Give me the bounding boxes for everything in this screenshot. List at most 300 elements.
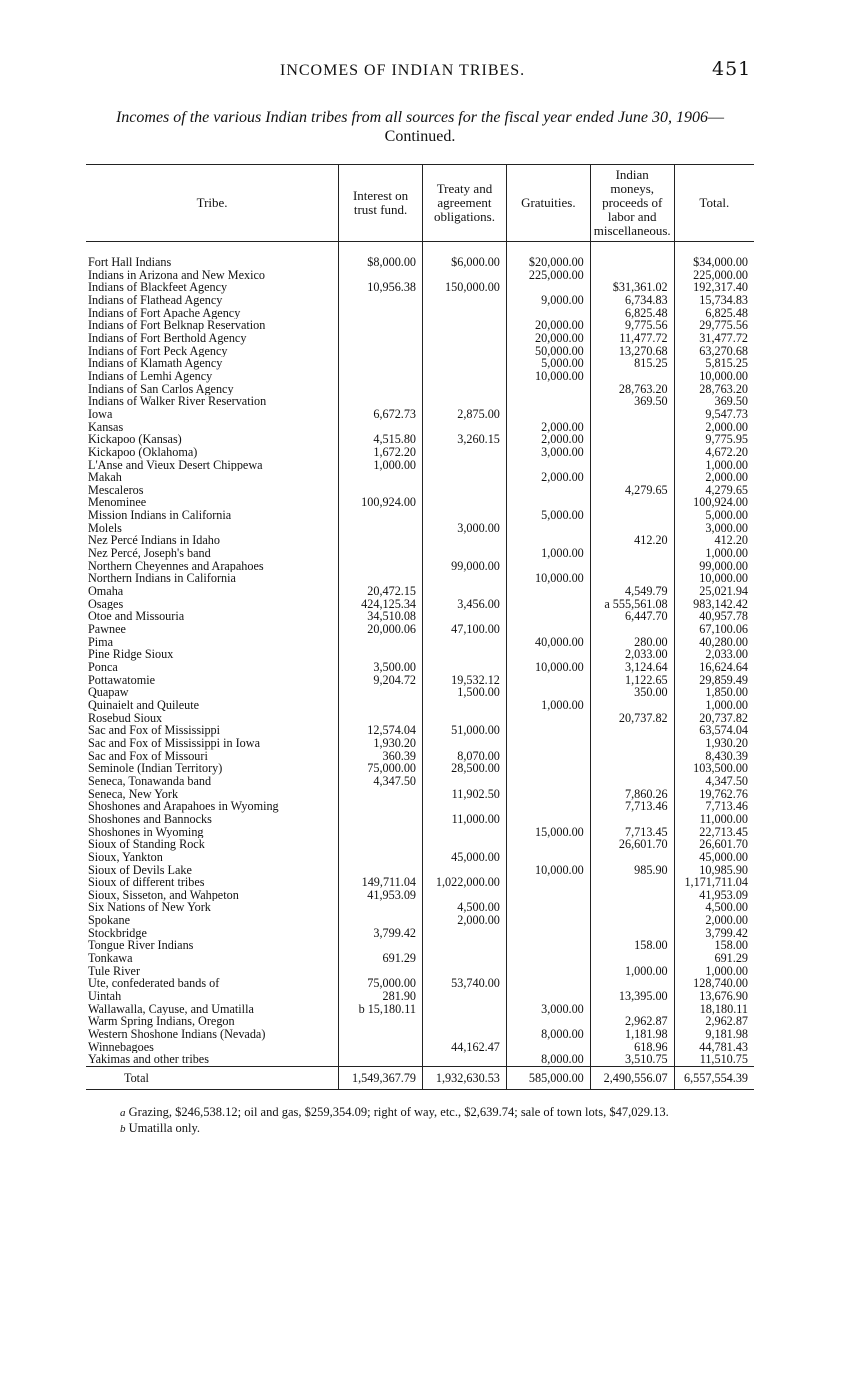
treaty-cell	[423, 319, 507, 332]
tribe-cell: Iowa	[88, 407, 113, 421]
gratuities-cell	[506, 939, 590, 952]
interest-cell	[339, 547, 423, 560]
total-cell: 8,430.39	[674, 750, 754, 763]
indian-moneys-cell: 7,860.26	[590, 788, 674, 801]
interest-cell	[339, 800, 423, 813]
interest-cell: 20,000.06	[339, 623, 423, 636]
gratuities-cell: 1,000.00	[506, 699, 590, 712]
tribe-cell: Pottawatomie	[88, 673, 156, 687]
tribe-cell: Osages	[88, 597, 124, 611]
indian-moneys-cell: 618.96	[590, 1041, 674, 1054]
treaty-cell	[423, 585, 507, 598]
tribe-cell: Indians of Fort Apache Agency	[88, 306, 241, 320]
table-row	[86, 421, 754, 434]
treaty-cell	[423, 294, 507, 307]
gratuities-cell: 10,000.00	[506, 572, 590, 585]
treaty-cell	[423, 636, 507, 649]
total-cell: 9,775.95	[674, 433, 754, 446]
indian-moneys-cell: 13,395.00	[590, 990, 674, 1003]
table-row	[86, 370, 754, 383]
total-cell: 18,180.11	[674, 1003, 754, 1016]
tribe-cell: Sioux, Yankton	[88, 850, 163, 864]
footnote-mark: a	[120, 1107, 126, 1119]
col-header-indian-moneys: Indian moneys, proceeds of labor and miscellaneous.	[590, 165, 674, 242]
total-cell: 5,815.25	[674, 357, 754, 370]
total-cell: 1,171,711.04	[674, 876, 754, 889]
treaty-cell: 8,070.00	[423, 750, 507, 763]
gratuities-cell	[506, 674, 590, 687]
indian-moneys-cell	[590, 408, 674, 421]
gratuities-cell	[506, 686, 590, 699]
tribe-cell: Yakimas and other tribes	[88, 1053, 209, 1067]
tribe-cell: Seneca, Tonawanda band	[88, 774, 212, 788]
interest-cell: b 15,180.11	[339, 1003, 423, 1016]
indian-moneys-cell: 158.00	[590, 939, 674, 952]
gratuities-cell: 3,000.00	[506, 1003, 590, 1016]
tribe-cell: Winnebagoes	[88, 1040, 154, 1054]
interest-cell: 281.90	[339, 990, 423, 1003]
table-row	[86, 1028, 754, 1041]
table-row	[86, 901, 754, 914]
tribe-cell: Indians of Klamath Agency	[88, 357, 223, 370]
footnote-a	[120, 1105, 669, 1121]
indian-moneys-cell: 13,270.68	[590, 345, 674, 358]
treaty-cell	[423, 990, 507, 1003]
gratuities-cell	[506, 522, 590, 535]
tribe-cell: Seneca, New York	[88, 787, 179, 801]
interest-cell: 12,574.04	[339, 724, 423, 737]
table-row	[86, 826, 754, 839]
interest-cell	[339, 370, 423, 383]
total-cell: 1,000.00	[674, 459, 754, 472]
tribe-cell: Sac and Fox of Mississippi in Iowa	[88, 736, 260, 750]
gratuities-cell: 10,000.00	[506, 370, 590, 383]
interest-cell: 360.39	[339, 750, 423, 763]
total-cell: 26,601.70	[674, 838, 754, 851]
treaty-cell: 3,456.00	[423, 598, 507, 611]
treaty-cell: 99,000.00	[423, 560, 507, 573]
tribe-cell: Molels	[88, 521, 122, 535]
total-indian-moneys-cell: 2,490,556.07	[590, 1067, 674, 1090]
table-row	[86, 269, 754, 282]
tribe-cell: Makah	[88, 471, 122, 484]
tribe-cell: Tonkawa	[88, 952, 133, 965]
gratuities-cell	[506, 889, 590, 902]
tribe-cell: Fort Hall Indians	[88, 255, 172, 269]
treaty-cell	[423, 939, 507, 952]
total-cell: 4,347.50	[674, 775, 754, 788]
interest-cell	[339, 838, 423, 851]
interest-cell: 75,000.00	[339, 977, 423, 990]
treaty-cell	[423, 547, 507, 560]
tribe-cell: Indians of Fort Belknap Reservation	[88, 319, 266, 332]
treaty-cell: 3,260.15	[423, 433, 507, 446]
interest-cell: 4,515.80	[339, 433, 423, 446]
interest-cell	[339, 1053, 423, 1066]
gratuities-cell	[506, 788, 590, 801]
treaty-cell	[423, 307, 507, 320]
table-row	[86, 484, 754, 497]
interest-cell	[339, 901, 423, 914]
interest-cell	[339, 1015, 423, 1028]
indian-moneys-cell	[590, 433, 674, 446]
interest-cell: 1,930.20	[339, 737, 423, 750]
indian-moneys-cell: 11,477.72	[590, 332, 674, 345]
total-cell: 2,000.00	[674, 471, 754, 484]
total-cell: 3,000.00	[674, 522, 754, 535]
indian-moneys-cell: 2,962.87	[590, 1015, 674, 1028]
tribe-cell: Wallawalla, Cayuse, and Umatilla	[88, 1002, 254, 1016]
treaty-cell: 53,740.00	[423, 977, 507, 990]
tribe-cell: Ute, confederated bands of	[88, 977, 220, 991]
indian-moneys-cell: 985.90	[590, 864, 674, 877]
total-cell: 369.50	[674, 395, 754, 408]
interest-cell	[339, 965, 423, 978]
tribe-cell: Menominee	[88, 496, 147, 510]
gratuities-cell	[506, 838, 590, 851]
tribe-cell: Mission Indians in California	[88, 509, 232, 522]
table-row	[86, 914, 754, 927]
gratuities-cell	[506, 813, 590, 826]
indian-moneys-cell	[590, 522, 674, 535]
treaty-cell	[423, 712, 507, 725]
indian-moneys-cell: 815.25	[590, 357, 674, 370]
table-row	[86, 851, 754, 864]
interest-cell	[339, 294, 423, 307]
tribe-cell: Tule River	[88, 964, 141, 978]
income-table	[86, 164, 754, 1090]
table-row	[86, 459, 754, 472]
total-cell: 103,500.00	[674, 762, 754, 775]
total-cell: 1,000.00	[674, 965, 754, 978]
treaty-cell	[423, 699, 507, 712]
table-row	[86, 345, 754, 358]
total-cell: 1,000.00	[674, 547, 754, 560]
treaty-cell	[423, 459, 507, 472]
total-cell: 10,000.00	[674, 572, 754, 585]
tribe-cell: Indians in Arizona and New Mexico	[88, 268, 266, 282]
gratuities-cell	[506, 775, 590, 788]
total-cell: 2,962.87	[674, 1015, 754, 1028]
table-row	[86, 1015, 754, 1028]
tribe-cell: Mescaleros	[88, 483, 144, 497]
treaty-cell: 150,000.00	[423, 281, 507, 294]
gratuities-cell: 8,000.00	[506, 1028, 590, 1041]
gratuities-cell	[506, 610, 590, 623]
treaty-cell	[423, 421, 507, 434]
table-row	[86, 560, 754, 573]
indian-moneys-cell	[590, 762, 674, 775]
treaty-cell: 44,162.47	[423, 1041, 507, 1054]
gratuities-cell: 3,000.00	[506, 446, 590, 459]
interest-cell: 20,472.15	[339, 585, 423, 598]
total-cell: 99,000.00	[674, 560, 754, 573]
gratuities-cell: $20,000.00	[506, 242, 590, 269]
gratuities-cell: 20,000.00	[506, 332, 590, 345]
table-row	[86, 1003, 754, 1016]
total-cell: 412.20	[674, 534, 754, 547]
treaty-cell	[423, 1028, 507, 1041]
treaty-cell	[423, 383, 507, 396]
interest-cell: 3,799.42	[339, 927, 423, 940]
interest-cell	[339, 864, 423, 877]
gratuities-cell	[506, 307, 590, 320]
interest-cell: 691.29	[339, 952, 423, 965]
interest-cell	[339, 307, 423, 320]
table-row	[86, 737, 754, 750]
gratuities-cell	[506, 952, 590, 965]
interest-cell	[339, 522, 423, 535]
treaty-cell	[423, 1053, 507, 1066]
table-row	[86, 965, 754, 978]
tribe-cell: Otoe and Missouria	[88, 610, 185, 624]
tribe-cell: Indians of San Carlos Agency	[88, 382, 234, 396]
table-row	[86, 724, 754, 737]
total-cell: 983,142.42	[674, 598, 754, 611]
indian-moneys-cell	[590, 876, 674, 889]
tribe-cell: Quinaielt and Quileute	[88, 698, 200, 712]
gratuities-cell: 5,000.00	[506, 357, 590, 370]
interest-cell	[339, 509, 423, 522]
indian-moneys-cell: 6,825.48	[590, 307, 674, 320]
col-header-interest: Interest on trust fund.	[339, 165, 423, 242]
gratuities-cell	[506, 990, 590, 1003]
total-cell: 10,000.00	[674, 370, 754, 383]
table-row	[86, 383, 754, 396]
interest-cell	[339, 699, 423, 712]
gratuities-cell	[506, 965, 590, 978]
indian-moneys-cell: 2,033.00	[590, 648, 674, 661]
gratuities-cell: 225,000.00	[506, 269, 590, 282]
indian-moneys-cell: 20,737.82	[590, 712, 674, 725]
total-tribe-cell: Total	[86, 1067, 339, 1090]
interest-cell	[339, 712, 423, 725]
interest-cell: 4,347.50	[339, 775, 423, 788]
treaty-cell	[423, 661, 507, 674]
tribe-cell: Six Nations of New York	[88, 901, 211, 915]
treaty-cell	[423, 509, 507, 522]
table-row	[86, 547, 754, 560]
caption-continued: —Continued.	[384, 109, 725, 145]
indian-moneys-cell: 412.20	[590, 534, 674, 547]
indian-moneys-cell	[590, 724, 674, 737]
interest-cell	[339, 914, 423, 927]
gratuities-cell	[506, 762, 590, 775]
gratuities-cell: 15,000.00	[506, 826, 590, 839]
treaty-cell: 1,500.00	[423, 686, 507, 699]
tribe-cell: Spokane	[88, 914, 130, 927]
total-cell: 5,000.00	[674, 509, 754, 522]
treaty-cell: 47,100.00	[423, 623, 507, 636]
table-row	[86, 319, 754, 332]
interest-cell	[339, 572, 423, 585]
total-cell: 3,799.42	[674, 927, 754, 940]
table-row	[86, 294, 754, 307]
tribe-cell: Sioux, Sisseton, and Wahpeton	[88, 888, 239, 902]
treaty-cell	[423, 800, 507, 813]
total-cell: 10,985.90	[674, 864, 754, 877]
footnote-mark: b	[120, 1123, 126, 1135]
interest-cell: 100,924.00	[339, 496, 423, 509]
table-row	[86, 446, 754, 459]
treaty-cell: $6,000.00	[423, 242, 507, 269]
indian-moneys-cell	[590, 421, 674, 434]
tribe-cell: Nez Percé Indians in Idaho	[88, 534, 220, 548]
footnotes	[120, 1105, 669, 1137]
gratuities-cell: 1,000.00	[506, 547, 590, 560]
gratuities-cell	[506, 648, 590, 661]
indian-moneys-cell: a 555,561.08	[590, 598, 674, 611]
table-row	[86, 889, 754, 902]
interest-cell	[339, 1028, 423, 1041]
indian-moneys-cell	[590, 977, 674, 990]
treaty-cell	[423, 345, 507, 358]
tribe-cell: Sioux of Standing Rock	[88, 838, 205, 851]
table-row	[86, 598, 754, 611]
page-number: 451	[712, 58, 752, 80]
table-row	[86, 813, 754, 826]
total-cell: 691.29	[674, 952, 754, 965]
table-row	[86, 686, 754, 699]
total-cell: 40,957.78	[674, 610, 754, 623]
table-row	[86, 775, 754, 788]
gratuities-cell: 20,000.00	[506, 319, 590, 332]
table-row	[86, 1053, 754, 1066]
total-row	[86, 1067, 754, 1090]
table-row	[86, 332, 754, 345]
indian-moneys-cell: $31,361.02	[590, 281, 674, 294]
interest-cell: 1,672.20	[339, 446, 423, 459]
table-row	[86, 838, 754, 851]
treaty-cell	[423, 332, 507, 345]
total-cell: 6,825.48	[674, 307, 754, 320]
table-row	[86, 242, 754, 269]
gratuities-cell	[506, 281, 590, 294]
treaty-cell: 1,022,000.00	[423, 876, 507, 889]
table-row	[86, 699, 754, 712]
gratuities-cell	[506, 484, 590, 497]
interest-cell: $8,000.00	[339, 242, 423, 269]
tribe-cell: Indians of Blackfeet Agency	[88, 281, 228, 294]
treaty-cell: 4,500.00	[423, 901, 507, 914]
tribe-cell: L'Anse and Vieux Desert Chippewa	[88, 458, 263, 472]
interest-cell: 9,204.72	[339, 674, 423, 687]
total-cell: 2,033.00	[674, 648, 754, 661]
total-cell: 15,734.83	[674, 294, 754, 307]
tribe-cell: Uintah	[88, 990, 122, 1003]
total-cell: 19,762.76	[674, 788, 754, 801]
indian-moneys-cell: 26,601.70	[590, 838, 674, 851]
treaty-cell: 45,000.00	[423, 851, 507, 864]
indian-moneys-cell	[590, 927, 674, 940]
gratuities-cell: 2,000.00	[506, 433, 590, 446]
tribe-cell: Indians of Lemhi Agency	[88, 369, 213, 383]
total-cell: 11,510.75	[674, 1053, 754, 1066]
gratuities-cell: 10,000.00	[506, 661, 590, 674]
tribe-cell: Pawnee	[88, 623, 126, 636]
footnote-b	[120, 1121, 669, 1137]
tribe-cell: Sioux of different tribes	[88, 876, 205, 889]
indian-moneys-cell: 6,734.83	[590, 294, 674, 307]
total-cell: 31,477.72	[674, 332, 754, 345]
total-cell: 40,280.00	[674, 636, 754, 649]
interest-cell	[339, 813, 423, 826]
interest-cell	[339, 826, 423, 839]
treaty-cell	[423, 395, 507, 408]
treaty-cell	[423, 952, 507, 965]
gratuities-cell	[506, 623, 590, 636]
table-row	[86, 433, 754, 446]
total-cell: 225,000.00	[674, 269, 754, 282]
tribe-cell: Omaha	[88, 585, 124, 598]
table-row	[86, 623, 754, 636]
table-row	[86, 674, 754, 687]
total-cell: 28,763.20	[674, 383, 754, 396]
treaty-cell	[423, 826, 507, 839]
interest-cell: 1,000.00	[339, 459, 423, 472]
interest-cell	[339, 319, 423, 332]
interest-cell	[339, 421, 423, 434]
treaty-cell	[423, 471, 507, 484]
total-cell: 29,775.56	[674, 319, 754, 332]
total-cell: 63,574.04	[674, 724, 754, 737]
total-cell: 1,000.00	[674, 699, 754, 712]
indian-moneys-cell	[590, 851, 674, 864]
running-title: INCOMES OF INDIAN TRIBES.	[280, 62, 526, 79]
treaty-cell	[423, 269, 507, 282]
indian-moneys-cell: 280.00	[590, 636, 674, 649]
col-header-tribe: Tribe.	[86, 165, 339, 242]
table-row	[86, 408, 754, 421]
gratuities-cell: 2,000.00	[506, 421, 590, 434]
footnote-text: Grazing, $246,538.12; oil and gas, $259,354.09; right of way, etc., $2,639.74; sale of town lots, $47,029.13.	[128, 1105, 669, 1119]
tribe-cell: Indians of Walker River Reservation	[88, 395, 267, 408]
total-cell: 192,317.40	[674, 281, 754, 294]
tribe-cell: Northern Cheyennes and Arapahoes	[88, 559, 264, 573]
interest-cell: 149,711.04	[339, 876, 423, 889]
interest-cell: 6,672.73	[339, 408, 423, 421]
total-cell: 1,850.00	[674, 686, 754, 699]
table-row	[86, 876, 754, 889]
total-cell: 41,953.09	[674, 889, 754, 902]
tribe-cell: Quapaw	[88, 686, 129, 699]
total-cell: 100,924.00	[674, 496, 754, 509]
indian-moneys-cell	[590, 446, 674, 459]
treaty-cell	[423, 496, 507, 509]
indian-moneys-cell	[590, 889, 674, 902]
table-row	[86, 712, 754, 725]
indian-moneys-cell: 3,510.75	[590, 1053, 674, 1066]
table-row	[86, 496, 754, 509]
indian-moneys-cell	[590, 547, 674, 560]
footnote-text: Umatilla only.	[128, 1121, 201, 1135]
indian-moneys-cell	[590, 901, 674, 914]
interest-cell	[339, 636, 423, 649]
gratuities-cell	[506, 750, 590, 763]
table-row	[86, 281, 754, 294]
interest-cell	[339, 395, 423, 408]
treaty-cell	[423, 648, 507, 661]
total-cell: 63,270.68	[674, 345, 754, 358]
total-cell: 20,737.82	[674, 712, 754, 725]
tribe-cell: Sioux of Devils Lake	[88, 863, 192, 877]
interest-cell	[339, 383, 423, 396]
table-row	[86, 1041, 754, 1054]
total-cell: 25,021.94	[674, 585, 754, 598]
total-cell: 158.00	[674, 939, 754, 952]
indian-moneys-cell	[590, 699, 674, 712]
indian-moneys-cell: 3,124.64	[590, 661, 674, 674]
